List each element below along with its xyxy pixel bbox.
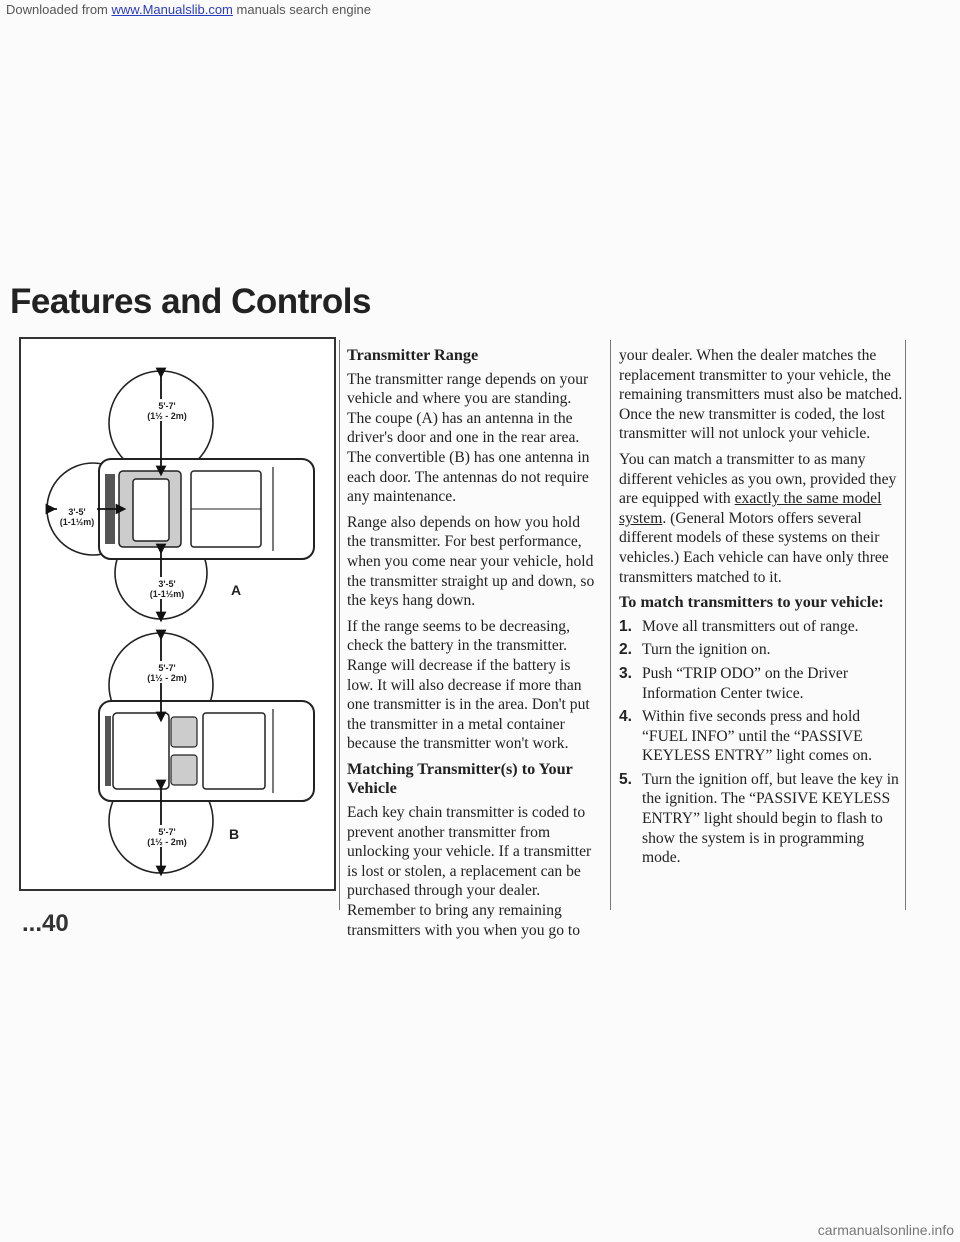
text-column-2 xyxy=(619,346,903,872)
antenna-range-figure xyxy=(19,337,336,891)
text-column-1 xyxy=(347,346,599,946)
watermark-footer: carmanualsonline.info xyxy=(817,1222,954,1238)
label-convertible-b: B xyxy=(229,826,240,842)
watermark-suffix: manuals search engine xyxy=(236,2,371,17)
paragraph-multiple-vehicles xyxy=(619,450,903,587)
paragraph-range-intro: The transmitter range depends on your vehicle and where you are standing. The coupe (A) has an antenna in the driver's door and one in the rear area. The convertible (B) has one antenna in each door. The antennas do not require any maintenance. xyxy=(347,370,590,506)
column-divider-right xyxy=(905,340,906,910)
label-a-front-metric: (1½ - 2m) xyxy=(147,411,187,421)
step-text: Move all transmitters out of range. xyxy=(642,617,859,635)
step-item xyxy=(619,617,903,637)
label-a-front-range: 5'-7' xyxy=(158,401,176,411)
step-text: Turn the ignition on. xyxy=(642,641,771,659)
page-title: Features and Controls xyxy=(10,282,371,321)
paragraph-range-battery: If the range seems to be decreasing, check the battery in the transmitter. Range will decrease if the battery is low. It will also decrease if more than one transmitter is in the area. Don't put the transmitter in a metal container because the transmitter won't work. xyxy=(347,617,590,753)
label-b-front-metric: (1½ - 2m) xyxy=(147,673,187,683)
label-a-side-metric: (1-1½m) xyxy=(59,517,95,527)
label-a-rear-metric: (1-1½m) xyxy=(149,589,185,599)
diagram-a-coupe xyxy=(47,371,314,619)
step-item xyxy=(619,707,903,766)
multiple-vehicles-text-b: . (General Motors offers several different models of these systems on their vehicles.) Each vehicle can have only three transmitters matched to it. xyxy=(619,509,889,586)
heading-match-steps: To match transmitters to your vehicle: xyxy=(619,593,884,612)
step-item xyxy=(619,664,903,703)
label-coupe-a: A xyxy=(231,582,242,598)
step-number: 5. xyxy=(619,770,633,788)
label-b-rear-metric: (1½ - 2m) xyxy=(147,837,187,847)
diagram-b-convertible xyxy=(99,633,314,873)
heading-matching-transmitters: Matching Transmitter(s) to Your Vehicle xyxy=(347,759,573,798)
step-number: 4. xyxy=(619,708,633,726)
page-number: ...40 xyxy=(22,910,69,937)
column-divider-left xyxy=(339,340,340,910)
manualslib-link[interactable]: www.Manualslib.com xyxy=(111,2,233,17)
paragraph-range-hold: Range also depends on how you hold the transmitter. For best performance, when you come near your vehicle, hold the transmitter straight up and down, so the keys hang down. xyxy=(347,513,595,610)
step-number: 1. xyxy=(619,617,633,635)
label-b-rear-range: 5'-7' xyxy=(158,827,176,837)
paragraph-dealer-matching: your dealer. When the dealer matches the replacement transmitter to your vehicle, the remaining transmitters must also be matched. Once the new transmitter is coded, the lost transmitter will not unlock your vehicle. xyxy=(619,347,903,443)
label-a-rear-range: 3'-5' xyxy=(158,579,176,589)
watermark-prefix: Downloaded from xyxy=(6,2,108,17)
step-item xyxy=(619,770,903,868)
step-text: Turn the ignition off, but leave the key in the ignition. The “PASSIVE KEYLESS ENTRY” light should begin to flash to show the system is in programming mode. xyxy=(642,770,899,867)
step-number: 3. xyxy=(619,664,633,682)
paragraph-matching-intro: Each key chain transmitter is coded to prevent another transmitter from unlocking your vehicle. If a transmitter is lost or stolen, a replacement can be purchased through your dealer. Remember to bring any remaining transmitters with you when you go to xyxy=(347,804,592,939)
step-number: 2. xyxy=(619,641,633,659)
watermark-header xyxy=(6,2,371,17)
label-b-front-range: 5'-7' xyxy=(158,663,176,673)
label-a-side-range: 3'-5' xyxy=(68,507,86,517)
heading-transmitter-range: Transmitter Range xyxy=(347,346,479,364)
matching-steps-list xyxy=(619,617,903,868)
column-divider-mid xyxy=(610,340,611,910)
multiple-vehicles-text-a: You can match a transmitter to as many different vehicles as you own, provided they are equipped with xyxy=(619,450,897,508)
range-diagram xyxy=(21,339,334,889)
step-item xyxy=(619,640,903,660)
step-text: Within five seconds press and hold “FUEL INFO” until the “PASSIVE KEYLESS ENTRY” light comes on. xyxy=(642,708,872,765)
exactly-same-model-underlined: exactly the same model system xyxy=(619,490,882,527)
step-text: Push “TRIP ODO” on the Driver Information Center twice. xyxy=(642,664,849,702)
